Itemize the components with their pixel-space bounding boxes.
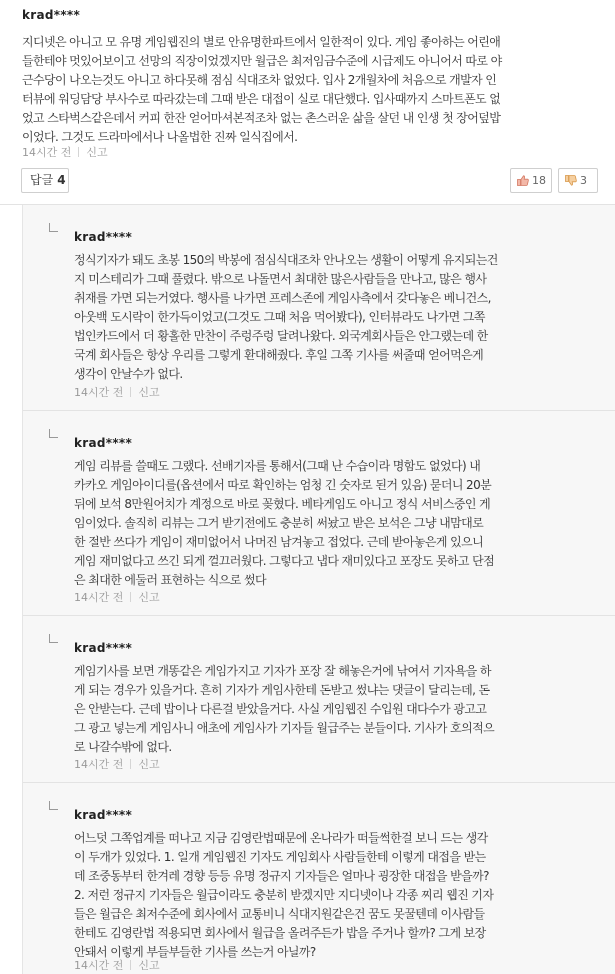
comment-author[interactable]: krad**** <box>22 8 81 22</box>
reply-item <box>23 616 615 783</box>
reply-line: 이 두개가 있었다. 1. 일개 게임웹진 기자도 게임회사 사람들한테 이렇게 대접을 받는 <box>74 850 486 864</box>
thumbs-up-icon <box>517 175 529 186</box>
reply-author[interactable]: krad**** <box>74 230 133 244</box>
reply-body <box>74 457 610 590</box>
reply-author[interactable]: krad**** <box>74 436 133 450</box>
comment-meta <box>22 144 108 160</box>
reply-time: 14시간 전 <box>74 959 124 972</box>
reply-item <box>23 783 615 974</box>
reply-line: 안돼서 이렇게 부들부들한 기사를 쓰는거 아닐까? <box>74 945 316 959</box>
reply-line: 국계 회사들은 항상 우리를 그렇게 환대해줬다. 후일 그쪽 기사를 써줄때 얻어먹은게 <box>74 348 484 362</box>
report-link[interactable]: 신고 <box>138 386 160 399</box>
reply-line: 생각이 안날수가 없다. <box>74 367 183 381</box>
comment-line: 지디넷은 아니고 모 유명 게임웹진의 별로 안유명한파트에서 일한적이 있다. 게임 좋아하는 어린애 <box>22 35 501 49</box>
meta-divider <box>78 147 79 157</box>
reply-line: 게임 재미없다고 쓰긴 되게 껄끄러웠다. 그렇다고 냅다 재미있다고 포장도 못하고 단점 <box>74 554 495 568</box>
reply-body <box>74 251 610 384</box>
comment-line: 터뷰에 워딩담당 부사수로 따라갔는데 그때 받은 대접이 실로 대단했다. 입사때까지 스마트폰도 없 <box>22 92 501 106</box>
reply-author[interactable]: krad**** <box>74 808 133 822</box>
reply-time: 14시간 전 <box>74 386 124 399</box>
comment-body <box>22 33 607 147</box>
reply-arrow-icon <box>49 223 58 232</box>
main-comment <box>0 0 615 205</box>
reply-line: 어느덧 그쪽업계를 떠나고 지금 김영란법때문에 온나라가 떠들썩한걸 보니 드는 생각 <box>74 831 488 845</box>
report-link[interactable]: 신고 <box>86 146 108 159</box>
reply-line: 데 조중동부터 한겨레 경향 등등 유명 정규지 기자들은 얼마나 굉장한 대접을 받을까? <box>74 869 489 883</box>
reply-line: 2. 저런 정규지 기자들은 월급이라도 충분히 받겠지만 지디넷이나 각종 찌리 웹진 기자 <box>74 888 494 902</box>
downvote-button[interactable] <box>558 168 598 193</box>
upvote-count: 18 <box>532 174 546 187</box>
upvote-button[interactable] <box>510 168 552 193</box>
meta-divider <box>130 960 131 970</box>
downvote-count: 3 <box>580 174 587 187</box>
reply-meta <box>74 756 160 772</box>
meta-divider <box>130 759 131 769</box>
comment-line: 이었다. 그것도 드라마에서나 나올법한 진짜 일식집에서. <box>22 130 298 144</box>
reply-line: 게임 리뷰를 쓸때도 그랬다. 선배기자를 통해서(그때 난 수습이라 명함도 없었다) 내 <box>74 459 481 473</box>
reply-arrow-icon <box>49 634 58 643</box>
reply-time: 14시간 전 <box>74 758 124 771</box>
reply-line: 그 광고 넣는게 게임사니 애초에 게임사가 기자들 월급주는 분들이다. 기사가 호의적으 <box>74 721 495 735</box>
comment-line: 들한테야 멋있어보이고 선망의 직장이었겠지만 월급은 최저임금수준에 시급제도 아니어서 따로 야 <box>22 54 502 68</box>
reply-line: 임이었다. 솔직히 리뷰는 그거 받기전에도 충분히 써놨고 받은 보석은 그냥 내맘대로 <box>74 516 484 530</box>
reply-item <box>23 205 615 411</box>
reply-toggle-label: 답글 <box>30 173 54 187</box>
reply-author[interactable]: krad**** <box>74 641 133 655</box>
report-link[interactable]: 신고 <box>138 758 160 771</box>
reply-meta <box>74 384 160 400</box>
report-link[interactable]: 신고 <box>138 591 160 604</box>
reply-list <box>22 205 615 974</box>
reply-count: 4 <box>57 173 66 187</box>
reply-arrow-icon <box>49 801 58 810</box>
reply-meta <box>74 957 160 973</box>
reply-line: 아웃백 도시락이 한가득이었고(그것도 그때 처음 먹어봤다), 인터뷰라도 나가면 그쪽 <box>74 310 485 324</box>
reply-line: 법인카드에서 더 황홀한 만찬이 주렁주렁 달려나왔다. 외국계회사들은 안그랬는데 한 <box>74 329 488 343</box>
reply-line: 한테도 김영란법 적용되면 회사에서 월급을 올려주든가 밥을 주거나 할까? 그게 보장 <box>74 926 486 940</box>
reply-meta <box>74 589 160 605</box>
reply-arrow-icon <box>49 429 58 438</box>
reply-item <box>23 411 615 616</box>
reply-line: 뒤에 보석 8만원어치가 계정으로 바로 꽂혔다. 베타게임도 아니고 정식 서비스중인 게 <box>74 497 491 511</box>
reply-body <box>74 829 610 962</box>
reply-line: 게 되는 경우가 있을거다. 흔히 기자가 게임사한테 돈받고 썼냐는 댓글이 달리는데, 돈 <box>74 683 490 697</box>
meta-divider <box>130 387 131 397</box>
reply-line: 게임기사를 보면 개똥같은 게임가지고 기자가 포장 잘 해놓은거에 낚여서 기자욕을 하 <box>74 664 491 678</box>
report-link[interactable]: 신고 <box>138 959 160 972</box>
reply-body <box>74 662 610 757</box>
reply-line: 지 미스테리가 그때 풀렸다. 밖으로 나돌면서 최대한 많은사람들을 만나고, 많은 행사 <box>74 272 487 286</box>
reply-line: 은 안받는다. 근데 밥이나 다른걸 받았을거다. 사실 게임웹진 수입원 대다수가 광고고 <box>74 702 487 716</box>
comment-line: 근수당이 나오는것도 아니고 하다못해 점심 식대조차 없었다. 입사 2개월차에 처음으로 개발자 인 <box>22 73 497 87</box>
reply-time: 14시간 전 <box>74 591 124 604</box>
reply-line: 은 최대한 에둘러 표현하는 식으로 썼다 <box>74 573 266 587</box>
reply-line: 카카오 게임아이디를(옵션에서 따로 확인하는 엄청 긴 숫자로 된거 있음) 묻더니 20분 <box>74 478 492 492</box>
reply-line: 정식기자가 돼도 초봉 150의 박봉에 점심식대조차 안나오는 생활이 어떻게 유지되는건 <box>74 253 498 267</box>
comment-time: 14시간 전 <box>22 146 72 159</box>
thumbs-down-icon <box>565 175 577 186</box>
reply-line: 취재를 가면 되는거였다. 행사를 나가면 프레스존에 게임사측에서 갖다놓은 베니건스, <box>74 291 491 305</box>
meta-divider <box>130 592 131 602</box>
reply-toggle-button[interactable] <box>21 168 69 193</box>
comment-line: 었고 스타벅스같은데서 커피 한잔 얻어마셔본적조차 없는 촌스러운 삶을 살던 내 인생 첫 장어덮밥 <box>22 111 501 125</box>
reply-line: 로 나갈수밖에 없다. <box>74 740 172 754</box>
reply-line: 한 절반 쓰다가 게임이 재미없어서 나머진 남겨놓고 접었다. 근데 받아놓은게 있으니 <box>74 535 484 549</box>
reply-line: 들은 월급은 최저수준에 회사에서 교통비니 식대지원같은건 꿈도 못꿀텐데 이사람들 <box>74 907 485 921</box>
